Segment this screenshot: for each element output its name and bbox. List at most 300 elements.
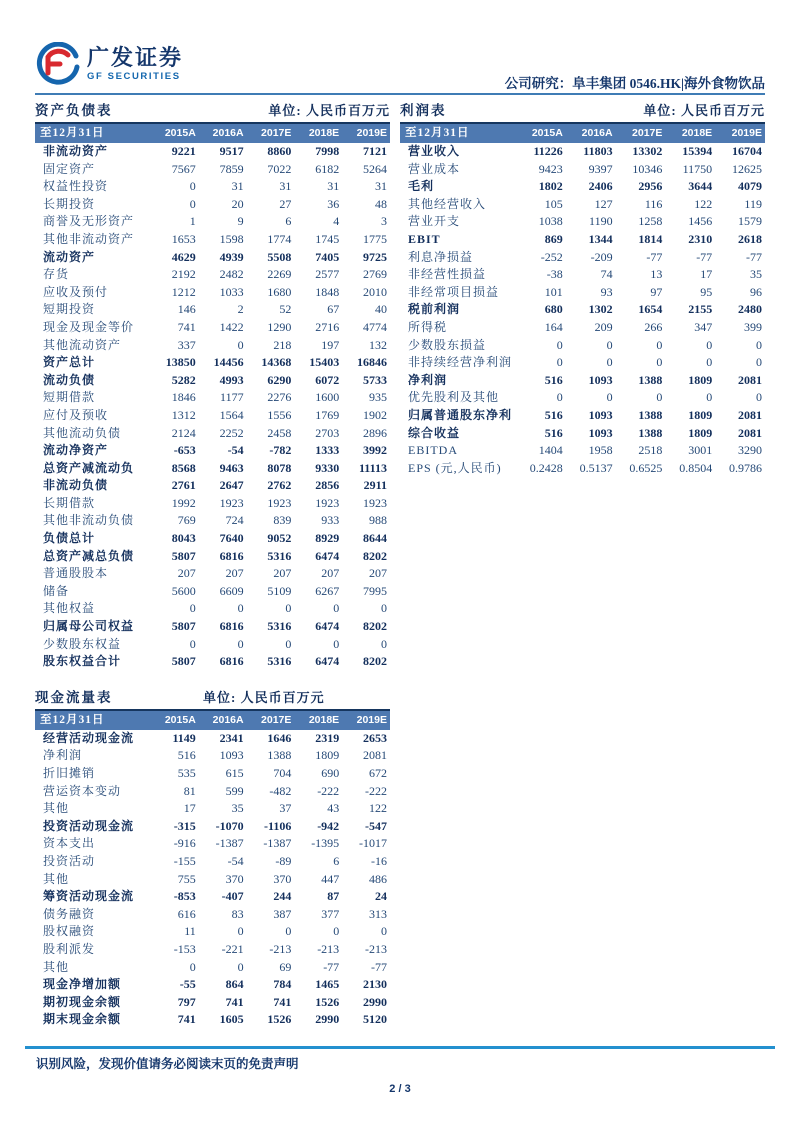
cell-value: 122 bbox=[368, 801, 387, 816]
cell-value: 1526 bbox=[267, 1012, 292, 1027]
cell-value: 741 bbox=[177, 1012, 196, 1027]
cell-value: 1177 bbox=[220, 390, 244, 405]
cell-value: 8860 bbox=[267, 144, 292, 158]
cell-value: 1258 bbox=[638, 214, 663, 229]
cell-value: -653 bbox=[173, 443, 196, 458]
cell-value: 119 bbox=[744, 196, 762, 211]
cell-value: 11226 bbox=[533, 144, 563, 158]
table-row bbox=[35, 178, 390, 196]
cell-value: 7405 bbox=[315, 249, 340, 264]
table-title-row bbox=[35, 100, 390, 122]
cell-value: 2130 bbox=[362, 977, 387, 992]
cell-value: 2518 bbox=[638, 443, 663, 458]
cell-value: 486 bbox=[368, 871, 387, 886]
cell-value: 2762 bbox=[267, 478, 292, 493]
cell-value: 3001 bbox=[688, 443, 713, 458]
cell-value: -1387 bbox=[263, 836, 292, 851]
row-label: 资产总计 bbox=[43, 355, 96, 370]
cell-value: 2990 bbox=[315, 1012, 340, 1027]
cell-value: 0 bbox=[656, 337, 663, 352]
cell-value: 2276 bbox=[267, 390, 292, 405]
row-label: EPS (元,人民币) bbox=[408, 460, 502, 475]
table-row bbox=[35, 460, 390, 478]
cell-value: 4629 bbox=[171, 249, 196, 264]
row-label: 现金净增加额 bbox=[43, 977, 122, 992]
cell-value: 13 bbox=[650, 267, 663, 282]
cell-value: 2769 bbox=[362, 267, 387, 282]
cell-value: 2081 bbox=[737, 372, 762, 387]
header-divider bbox=[35, 93, 765, 95]
table-row bbox=[35, 266, 390, 284]
cell-value: -1395 bbox=[311, 836, 340, 851]
cell-value: 9221 bbox=[171, 144, 196, 158]
row-label: 权益性投资 bbox=[43, 179, 109, 194]
row-label: 期初现金余额 bbox=[43, 994, 122, 1009]
cell-value: 0 bbox=[380, 636, 387, 651]
table-row bbox=[400, 319, 765, 337]
cell-value: 6816 bbox=[219, 548, 244, 563]
cell-value: 27 bbox=[279, 196, 292, 211]
cell-value: 5109 bbox=[267, 583, 292, 598]
cell-value: 0 bbox=[755, 390, 762, 405]
row-label: 税前利润 bbox=[408, 302, 461, 317]
cell-value: 207 bbox=[225, 566, 244, 581]
right-column bbox=[400, 100, 765, 477]
cell-value: 9725 bbox=[362, 249, 387, 264]
table-row bbox=[35, 636, 390, 654]
row-label: 总资产减流动负 bbox=[43, 460, 135, 475]
cell-value: 1848 bbox=[315, 284, 340, 299]
cell-value: 14368 bbox=[261, 355, 292, 370]
cell-value: 0.2428 bbox=[529, 460, 563, 475]
table-title: 资产负债表 bbox=[35, 103, 113, 118]
cell-value: 2480 bbox=[737, 302, 762, 317]
cell-value: 1923 bbox=[315, 495, 340, 510]
row-label: 股东权益合计 bbox=[43, 654, 122, 669]
table-row bbox=[400, 196, 765, 214]
cell-value: 12625 bbox=[731, 161, 762, 176]
cell-value: -916 bbox=[173, 836, 196, 851]
cell-value: -77 bbox=[745, 249, 762, 264]
row-label: 流动净资产 bbox=[43, 443, 109, 458]
table-row bbox=[35, 800, 390, 818]
row-label: 利息净损益 bbox=[408, 249, 474, 264]
cell-value: 11803 bbox=[583, 144, 613, 158]
cell-value: 784 bbox=[273, 977, 292, 992]
cell-value: 2192 bbox=[171, 267, 196, 282]
cell-value: -213 bbox=[364, 941, 387, 956]
cell-value: 1404 bbox=[538, 443, 563, 458]
cell-value: 1775 bbox=[362, 231, 387, 246]
cell-value: 1302 bbox=[588, 302, 613, 317]
cell-value: -252 bbox=[540, 249, 563, 264]
cash-flow-table bbox=[35, 687, 390, 1029]
cell-value: 1038 bbox=[538, 214, 563, 229]
table-row bbox=[400, 425, 765, 443]
row-label: 债务融资 bbox=[43, 906, 96, 921]
table-unit-label: 单位: 人民币百万元 bbox=[643, 103, 765, 118]
cell-value: 197 bbox=[321, 337, 340, 352]
cell-value: 8078 bbox=[267, 460, 292, 475]
cell-value: 1093 bbox=[219, 748, 244, 763]
table-row bbox=[35, 583, 390, 601]
table-row bbox=[35, 730, 390, 748]
table-row bbox=[400, 266, 765, 284]
cell-value: 95 bbox=[700, 284, 713, 299]
cell-value: -153 bbox=[173, 941, 196, 956]
row-label: 所得税 bbox=[408, 319, 448, 334]
cell-value: 5508 bbox=[267, 249, 292, 264]
cell-value: 1312 bbox=[171, 407, 196, 422]
cell-value: 207 bbox=[368, 566, 387, 581]
cell-value: 1422 bbox=[219, 319, 244, 334]
cell-value: 87 bbox=[327, 889, 340, 904]
cell-value: 0 bbox=[556, 355, 563, 370]
cell-value: 13302 bbox=[632, 144, 663, 158]
cell-value: 1149 bbox=[172, 730, 196, 745]
table-header-row bbox=[35, 122, 390, 143]
table-row bbox=[35, 600, 390, 618]
cell-value: 96 bbox=[749, 284, 762, 299]
cell-value: -547 bbox=[364, 818, 387, 833]
cell-value: 1809 bbox=[688, 407, 713, 422]
cell-value: 1745 bbox=[315, 231, 340, 246]
cell-value: 0 bbox=[706, 390, 713, 405]
cell-value: 1093 bbox=[588, 372, 613, 387]
cell-value: 2310 bbox=[688, 231, 713, 246]
cell-value: 6290 bbox=[267, 372, 292, 387]
cell-value: 869 bbox=[544, 231, 563, 246]
year-column-header: 2016A bbox=[581, 127, 613, 139]
cell-value: 207 bbox=[177, 566, 196, 581]
cell-value: 6182 bbox=[315, 161, 340, 176]
cell-value: 988 bbox=[368, 513, 387, 528]
cell-value: 1774 bbox=[267, 231, 292, 246]
cell-value: 0 bbox=[556, 390, 563, 405]
cell-value: 769 bbox=[177, 513, 196, 528]
cell-value: 2647 bbox=[219, 478, 244, 493]
cell-value: 0 bbox=[606, 390, 613, 405]
row-label: 营运资本变动 bbox=[43, 783, 122, 798]
table-row bbox=[35, 196, 390, 214]
cell-value: 0.8504 bbox=[679, 460, 713, 475]
cell-value: 0 bbox=[706, 337, 713, 352]
cell-value: 17 bbox=[700, 267, 713, 282]
cell-value: 2 bbox=[237, 302, 244, 317]
cell-value: 31 bbox=[374, 179, 387, 194]
cell-value: 164 bbox=[544, 319, 563, 334]
cell-value: 1923 bbox=[219, 495, 244, 510]
cell-value: 1809 bbox=[688, 372, 713, 387]
row-label: 商誉及无形资产 bbox=[43, 214, 135, 229]
cell-value: 1290 bbox=[267, 319, 292, 334]
cell-value: 2406 bbox=[588, 179, 613, 194]
cell-value: 2319 bbox=[315, 730, 340, 745]
row-label: 非持续经营净利润 bbox=[408, 355, 513, 370]
table-row bbox=[35, 923, 390, 941]
cell-value: 680 bbox=[544, 302, 563, 317]
cell-value: 9517 bbox=[219, 144, 244, 158]
cell-value: -213 bbox=[269, 941, 292, 956]
cell-value: 8043 bbox=[171, 531, 196, 546]
row-label: 总资产减总负债 bbox=[43, 548, 135, 563]
table-row bbox=[35, 906, 390, 924]
table-row bbox=[35, 994, 390, 1012]
cell-value: 4 bbox=[333, 214, 340, 229]
table-row bbox=[400, 143, 765, 161]
cell-value: 1654 bbox=[638, 302, 663, 317]
cell-value: 6 bbox=[285, 214, 292, 229]
row-label: 归属普通股东净利 bbox=[408, 407, 513, 422]
row-label: 其他流动负债 bbox=[43, 425, 122, 440]
cell-value: 36 bbox=[327, 196, 340, 211]
cell-value: 0 bbox=[285, 601, 292, 616]
table-row bbox=[400, 460, 765, 478]
table-body bbox=[35, 730, 390, 1029]
cell-value: 6474 bbox=[315, 654, 340, 669]
cell-value: 0 bbox=[189, 601, 196, 616]
row-label: 其他 bbox=[43, 801, 70, 816]
cell-value: -1387 bbox=[215, 836, 244, 851]
table-unit-label: 单位: 人民币百万元 bbox=[268, 103, 390, 118]
cell-value: 1344 bbox=[588, 231, 613, 246]
cell-value: 1598 bbox=[219, 231, 244, 246]
year-column-header: 2016A bbox=[212, 127, 244, 139]
row-label: 应付及预收 bbox=[43, 407, 109, 422]
cell-value: 9 bbox=[237, 214, 244, 229]
table-row bbox=[35, 530, 390, 548]
cell-value: 6 bbox=[333, 853, 340, 868]
cell-value: 6609 bbox=[219, 583, 244, 598]
cell-value: 81 bbox=[183, 783, 196, 798]
cell-value: 15394 bbox=[682, 144, 713, 158]
cell-value: 16846 bbox=[356, 355, 387, 370]
cell-value: 1769 bbox=[315, 407, 340, 422]
cell-value: 8929 bbox=[315, 531, 340, 546]
row-label: 毛利 bbox=[408, 179, 435, 194]
row-label: 少数股东损益 bbox=[408, 337, 487, 352]
cell-value: 48 bbox=[374, 196, 387, 211]
cell-value: 1923 bbox=[362, 495, 387, 510]
table-row bbox=[400, 284, 765, 302]
cell-value: 1388 bbox=[267, 748, 292, 763]
cell-value: 1526 bbox=[315, 994, 340, 1009]
table-body bbox=[35, 143, 390, 671]
cell-value: 7859 bbox=[219, 161, 244, 176]
cell-value: 447 bbox=[321, 871, 340, 886]
cell-value: 20 bbox=[231, 196, 244, 211]
cell-value: 1388 bbox=[638, 425, 663, 440]
cell-value: 209 bbox=[594, 319, 613, 334]
cell-value: 1033 bbox=[219, 284, 244, 299]
cell-value: 0.9786 bbox=[728, 460, 762, 475]
table-row bbox=[35, 372, 390, 390]
cell-value: 11113 bbox=[358, 460, 387, 475]
cell-value: 1093 bbox=[588, 407, 613, 422]
row-label: 股权融资 bbox=[43, 924, 96, 939]
row-label: 其他非流动资产 bbox=[43, 231, 135, 246]
cell-value: 5733 bbox=[362, 372, 387, 387]
table-title-row bbox=[35, 687, 390, 709]
cell-value: 2269 bbox=[267, 267, 292, 282]
row-label: 应收及预付 bbox=[43, 284, 109, 299]
table-row bbox=[35, 618, 390, 636]
cell-value: 5316 bbox=[267, 548, 292, 563]
table-title-row bbox=[400, 100, 765, 122]
cell-value: 935 bbox=[368, 390, 387, 405]
cell-value: 8644 bbox=[362, 531, 387, 546]
table-row bbox=[35, 653, 390, 671]
cell-value: 1923 bbox=[267, 495, 292, 510]
cell-value: 11 bbox=[184, 924, 196, 939]
cell-value: 3992 bbox=[362, 443, 387, 458]
row-label: 长期投资 bbox=[43, 196, 96, 211]
table-row bbox=[35, 249, 390, 267]
row-label: 负债总计 bbox=[43, 531, 96, 546]
gf-logo-icon bbox=[36, 42, 80, 86]
cell-value: 0 bbox=[556, 337, 563, 352]
cell-value: 207 bbox=[321, 566, 340, 581]
row-label: EBIT bbox=[408, 231, 441, 246]
table-row bbox=[400, 231, 765, 249]
cell-value: 101 bbox=[544, 284, 563, 299]
table-row bbox=[35, 301, 390, 319]
cell-value: 1465 bbox=[315, 977, 340, 992]
year-column-header: 2019E bbox=[356, 713, 387, 726]
cell-value: 8202 bbox=[362, 548, 387, 563]
cell-value: 1579 bbox=[737, 214, 762, 229]
cell-value: 10346 bbox=[632, 161, 663, 176]
cell-value: 83 bbox=[231, 906, 244, 921]
cell-value: 2482 bbox=[219, 267, 244, 282]
cell-value: 7640 bbox=[219, 531, 244, 546]
cell-value: 6474 bbox=[315, 548, 340, 563]
cell-value: 724 bbox=[225, 513, 244, 528]
cell-value: 347 bbox=[694, 319, 713, 334]
cell-value: 31 bbox=[279, 179, 292, 194]
cell-value: 5282 bbox=[171, 372, 196, 387]
year-column-header: 2015A bbox=[164, 713, 196, 726]
cell-value: -1070 bbox=[215, 818, 244, 833]
cell-value: 2458 bbox=[267, 425, 292, 440]
cell-value: 3290 bbox=[737, 443, 762, 458]
cell-value: 741 bbox=[225, 994, 244, 1009]
cell-value: 11750 bbox=[682, 161, 713, 176]
cell-value: 8568 bbox=[171, 460, 196, 475]
cell-value: 7022 bbox=[267, 161, 292, 176]
cell-value: 616 bbox=[177, 906, 196, 921]
cell-value: 5807 bbox=[171, 619, 196, 634]
cell-value: 244 bbox=[273, 889, 292, 904]
row-label: 资本支出 bbox=[43, 836, 96, 851]
table-row bbox=[400, 161, 765, 179]
cell-value: 1190 bbox=[589, 214, 613, 229]
cell-value: 2081 bbox=[362, 748, 387, 763]
row-label: 固定资产 bbox=[43, 161, 96, 176]
cell-value: -222 bbox=[317, 783, 340, 798]
table-row bbox=[400, 213, 765, 231]
row-label: 股利派发 bbox=[43, 941, 96, 956]
table-row bbox=[35, 284, 390, 302]
cell-value: 1809 bbox=[688, 425, 713, 440]
cell-value: 1556 bbox=[267, 407, 292, 422]
cell-value: 2653 bbox=[362, 730, 387, 745]
cell-value: -1017 bbox=[358, 836, 387, 851]
cell-value: 1680 bbox=[267, 284, 292, 299]
cell-value: -209 bbox=[590, 249, 613, 264]
year-column-header: 2017E bbox=[261, 127, 292, 139]
cell-value: 6072 bbox=[315, 372, 340, 387]
cell-value: 15403 bbox=[309, 355, 340, 370]
cell-value: 1093 bbox=[588, 425, 613, 440]
cell-value: 516 bbox=[177, 748, 196, 763]
cell-value: -221 bbox=[221, 941, 244, 956]
cell-value: 0 bbox=[189, 959, 196, 974]
cell-value: 839 bbox=[273, 513, 292, 528]
cell-value: 13850 bbox=[165, 355, 196, 370]
cell-value: -782 bbox=[269, 443, 292, 458]
cell-value: 0 bbox=[656, 355, 663, 370]
cell-value: 2341 bbox=[219, 730, 244, 745]
table-row bbox=[35, 389, 390, 407]
cell-value: -77 bbox=[696, 249, 713, 264]
cell-value: 672 bbox=[368, 766, 387, 780]
cell-value: 370 bbox=[273, 871, 292, 886]
table-row bbox=[400, 354, 765, 372]
cell-value: 599 bbox=[225, 783, 244, 798]
table-row bbox=[400, 249, 765, 267]
cell-value: -853 bbox=[173, 889, 196, 904]
cell-value: 755 bbox=[177, 871, 196, 886]
table-row bbox=[35, 442, 390, 460]
row-label: 普通股股本 bbox=[43, 566, 109, 581]
cell-value: 516 bbox=[544, 372, 563, 387]
cell-value: 5120 bbox=[362, 1012, 387, 1027]
cell-value: 97 bbox=[650, 284, 663, 299]
year-column-header: 2015A bbox=[164, 127, 196, 139]
cell-value: 0 bbox=[285, 924, 292, 939]
row-label: 少数股东权益 bbox=[43, 636, 122, 651]
cell-value: 1333 bbox=[315, 443, 340, 458]
cell-value: 2252 bbox=[219, 425, 244, 440]
table-title: 利润表 bbox=[400, 103, 447, 118]
cell-value: -77 bbox=[323, 959, 340, 974]
left-column bbox=[35, 100, 390, 1029]
cell-value: 8202 bbox=[362, 654, 387, 669]
cell-value: 14456 bbox=[213, 355, 244, 370]
table-row bbox=[35, 213, 390, 231]
cell-value: 2911 bbox=[363, 478, 387, 493]
cell-value: 535 bbox=[177, 766, 196, 780]
row-label: 期末现金余额 bbox=[43, 1012, 122, 1027]
cell-value: 4079 bbox=[737, 179, 762, 194]
year-column-header: 2017E bbox=[261, 713, 292, 726]
date-column-header: 至12月31日 bbox=[40, 127, 105, 139]
table-row bbox=[400, 301, 765, 319]
cell-value: 0 bbox=[237, 601, 244, 616]
cell-value: 35 bbox=[749, 267, 762, 282]
table-row bbox=[35, 888, 390, 906]
gf-securities-logo bbox=[36, 42, 183, 86]
cell-value: 1600 bbox=[315, 390, 340, 405]
cell-value: 35 bbox=[231, 801, 244, 816]
cell-value: -407 bbox=[221, 889, 244, 904]
cell-value: 5264 bbox=[362, 161, 387, 176]
row-label: 存货 bbox=[43, 267, 70, 282]
cell-value: 3 bbox=[380, 214, 387, 229]
row-label: 储备 bbox=[43, 583, 70, 598]
row-label: 净利润 bbox=[408, 372, 448, 387]
